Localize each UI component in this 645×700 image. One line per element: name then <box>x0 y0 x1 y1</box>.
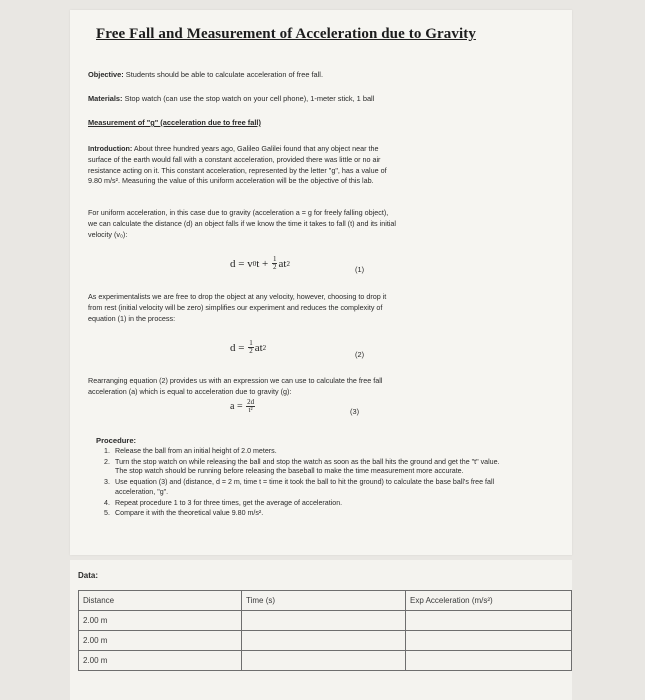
procedure-heading: Procedure: <box>96 436 137 445</box>
time-cell[interactable] <box>242 631 406 651</box>
column-header-time: Time (s) <box>242 591 406 611</box>
objective-label: Objective: <box>88 70 124 79</box>
acceleration-cell[interactable] <box>406 631 572 651</box>
procedure-step: 4. Repeat procedure 1 to 3 for three times, get the average of acceleration. <box>104 498 343 507</box>
page-title: Free Fall and Measurement of Acceleration due to Gravity <box>96 26 476 42</box>
acceleration-cell[interactable] <box>406 651 572 671</box>
data-section <box>70 560 572 700</box>
experiment-paragraph: As experimentalists we are free to drop the object at any velocity, however, choosing to drop it from rest (initial velocity will be zero) simplifies our experiment and reduces the complexity of equation (1) in the process: <box>88 292 387 323</box>
column-header-distance: Distance <box>79 591 242 611</box>
acceleration-cell[interactable] <box>406 611 572 631</box>
materials-line <box>88 94 506 105</box>
equation-3-number: (3) <box>350 407 360 416</box>
table-row <box>79 651 572 671</box>
objective-line <box>88 70 506 81</box>
data-label: Data: <box>78 571 99 580</box>
introduction-paragraph: Introduction: About three hundred years ago, Galileo Galilei found that any object near the surface of the earth would fall with a constant acceleration, provided there was little or no air resistance acting on it. This constant acceleration, represented by the letter "g", has a value of 9.80 m/s². Measuring the value of this uniform acceleration will be the objective of this lab. <box>88 144 387 186</box>
procedure-list <box>104 447 504 520</box>
time-cell[interactable] <box>242 611 406 631</box>
equation-2: d = $\frac{1}{2}$ at 2 <box>230 339 267 355</box>
table-row <box>79 631 572 651</box>
table-row <box>79 611 572 631</box>
fraction: $\frac{1}{2}$ <box>249 339 253 355</box>
procedure-step: 1. Release the ball from an initial height of 2.0 meters. <box>104 447 277 455</box>
equation-3: a = $\frac{2d}{\text{t²}}$ <box>230 398 255 414</box>
procedure-step: 3. Use equation (3) and (distance, d = 2 m, time t = time it took the ball to hit the ground) to calculate the base ball's free fall acceleration, "g". <box>104 478 495 496</box>
equation-2-number: (2) <box>355 350 365 359</box>
equation-1-number: (1) <box>355 265 365 274</box>
distance-cell: 2.00 m <box>79 611 242 631</box>
intro-label: Introduction: <box>88 144 133 153</box>
rearrange-paragraph: Rearranging equation (2) provides us with an expression we can use to calculate the free fall acceleration (a) which is equal to acceleration due to gravity (g): <box>88 376 383 396</box>
distance-cell: 2.00 m <box>79 631 242 651</box>
materials-text: Stop watch (can use the stop watch on your cell phone), 1-meter stick, 1 ball <box>124 94 375 103</box>
fraction: $\frac{2d}{\text{t²}}$ <box>247 398 255 414</box>
uniform-acceleration-paragraph: For uniform acceleration, in this case due to gravity (acceleration a = g for freely falling object), we can calculate the distance (d) an object falls if we know the time it takes to fall (t) and its initial velocity (v₀): <box>88 208 397 239</box>
time-cell[interactable] <box>242 651 406 671</box>
table-header-row <box>79 591 572 611</box>
column-header-acceleration: Exp Acceleration (m/s²) <box>406 591 572 611</box>
objective-text: Students should be able to calculate acceleration of free fall. <box>125 70 324 79</box>
equation-1: d = v 0 t + $\frac{1}{2}$ at 2 <box>230 255 290 271</box>
data-table <box>78 590 572 671</box>
measurement-heading: Measurement of "g" (acceleration due to free fall) <box>88 118 261 127</box>
procedure-step: 2. Turn the stop watch on while releasing the ball and stop the watch as soon as the ball hits the ground and get the "t" value. The stop watch should be running before releasing the baseball to make the time measurement more accurate. <box>104 457 500 476</box>
materials-label: Materials: <box>88 94 123 103</box>
procedure-step: 5. Compare it with the theoretical value 9.80 m/s². <box>104 509 264 518</box>
worksheet-page <box>70 10 572 555</box>
fraction: $\frac{1}{2}$ <box>272 255 277 271</box>
distance-cell: 2.00 m <box>79 651 242 671</box>
